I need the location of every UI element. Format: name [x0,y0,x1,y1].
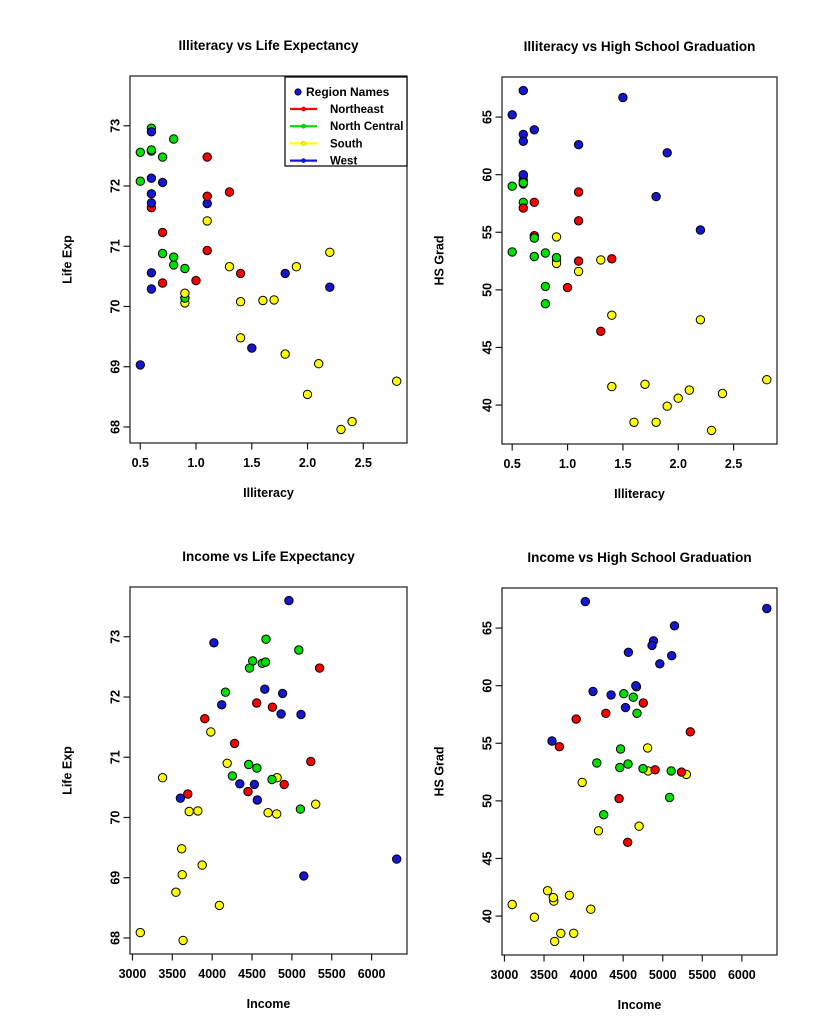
y-tick-label: 72 [108,690,123,704]
data-point [295,646,303,654]
data-point [147,199,155,207]
plot-title: Income vs High School Graduation [527,550,752,565]
y-axis-title: HS Grad [432,746,447,797]
data-point [210,639,218,647]
data-point [541,300,549,308]
data-point [203,217,211,225]
data-point [574,267,582,275]
x-axis [132,443,372,500]
data-point [297,710,305,718]
x-tick-label: 5500 [688,968,717,982]
y-axis [432,110,502,412]
data-point [624,760,632,768]
data-point [264,809,272,817]
data-point [668,652,676,660]
data-point [253,699,261,707]
x-axis-title: Income [246,997,291,1011]
y-tick-label: 40 [480,398,495,413]
data-point [262,635,270,643]
data-point [632,682,640,690]
data-point [677,768,685,776]
data-point [250,780,258,788]
data-point [147,190,155,198]
x-tick-label: 2.0 [669,457,687,471]
data-point [685,386,693,394]
data-point [572,715,580,723]
data-point [268,703,276,711]
y-axis [432,621,502,923]
data-point [170,253,178,261]
data-point [616,763,624,771]
data-point [696,316,704,324]
data-point [508,900,516,908]
data-point [201,715,209,723]
x-tick-label: 3500 [158,967,187,981]
data-point [326,283,334,291]
data-point [181,289,189,297]
data-point [519,171,527,179]
data-point [686,728,694,736]
x-axis [119,954,386,1011]
data-point [635,822,643,830]
x-tick-label: 6000 [357,967,386,981]
legend-title-marker [295,89,301,95]
data-point [170,261,178,269]
data-point [674,394,682,402]
data-point [312,800,320,808]
data-point [179,936,187,944]
data-point [670,622,678,630]
legend-line-marker [301,141,305,145]
data-point [278,689,286,697]
data-point [565,891,573,899]
data-point [519,204,527,212]
data-point [551,937,559,945]
data-point [307,757,315,765]
x-axis [491,955,756,1012]
legend-line-marker [301,107,305,111]
data-points [136,596,401,944]
x-tick-label: 3500 [530,968,558,982]
y-tick-label: 60 [480,678,495,693]
data-point [530,913,538,921]
data-point [292,263,300,271]
data-point [236,780,244,788]
data-point [541,249,549,257]
data-point [178,845,186,853]
y-axis [60,630,130,945]
data-point [519,86,527,94]
data-point [136,177,144,185]
x-tick-label: 3000 [490,968,519,982]
data-point [315,360,323,368]
data-point [652,192,660,200]
x-axis [503,444,742,501]
y-tick-label: 69 [108,359,123,374]
data-point [696,226,704,234]
x-tick-label: 2.5 [354,456,372,470]
data-point [718,389,726,397]
data-point [203,153,211,161]
y-axis-title: Life Exp [60,235,75,284]
legend-item-label: West [330,155,358,168]
data-point [253,796,261,804]
data-point [530,198,538,206]
y-tick-label: 73 [108,629,123,644]
data-point [215,901,223,909]
data-point [158,178,166,186]
data-point [508,182,516,190]
data-point [300,872,308,880]
data-point [619,93,627,101]
data-point [236,334,244,342]
data-point [574,257,582,265]
data-point [244,787,252,795]
data-point [639,764,647,772]
data-point [136,928,144,936]
data-point [281,269,289,277]
data-point [665,793,673,801]
data-point [228,772,236,780]
y-tick-label: 50 [480,793,495,808]
legend [285,77,407,168]
data-point [277,710,285,718]
y-tick-label: 71 [108,750,123,765]
data-point [147,128,155,136]
data-point [268,775,276,783]
data-point [253,764,261,772]
plot-income-vs-life-expectancy [60,549,407,1011]
x-tick-label: 4500 [238,967,266,981]
x-tick-label: 5000 [277,967,306,981]
plot-income-vs-hs-graduation [432,550,777,1012]
data-point [158,774,166,782]
data-point [285,596,293,604]
data-point [223,759,231,767]
data-point [147,269,155,277]
data-point [656,660,664,668]
plot-title: Illiteracy vs High School Graduation [523,39,756,54]
x-tick-label: 5500 [317,967,346,981]
data-point [630,418,638,426]
y-tick-label: 60 [480,167,495,182]
y-tick-label: 70 [108,810,123,825]
x-tick-label: 3000 [118,967,147,981]
data-point [548,737,556,745]
x-tick-label: 5000 [648,968,677,982]
plot-title: Income vs Life Expectancy [182,549,355,564]
x-tick-label: 4000 [569,968,598,982]
y-tick-label: 72 [108,179,123,193]
data-point [633,709,641,717]
data-point [587,905,595,913]
data-point [541,282,549,290]
data-point [594,827,602,835]
data-point [763,604,771,612]
data-point [639,699,647,707]
data-point [616,745,624,753]
data-point [337,425,345,433]
data-point [245,664,253,672]
data-point [552,233,560,241]
data-point [178,871,186,879]
data-point [273,810,281,818]
x-tick-label: 1.0 [558,457,577,471]
data-point [597,327,605,335]
legend-line-marker [301,124,305,128]
x-axis-title: Income [617,998,662,1012]
data-point [570,929,578,937]
data-point [207,728,215,736]
data-point [245,760,253,768]
data-point [519,137,527,145]
data-point [578,778,586,786]
data-point [172,888,180,896]
legend-title: Region Names [306,85,390,99]
y-tick-label: 68 [108,420,123,434]
y-tick-label: 55 [480,736,495,751]
plot-title: Illiteracy vs Life Expectancy [178,38,359,53]
data-point [643,744,651,752]
y-axis-title: HS Grad [432,235,447,286]
y-tick-label: 50 [480,282,495,297]
y-tick-label: 45 [480,851,495,866]
data-point [555,743,563,751]
data-point [315,664,323,672]
x-axis-title: Illiteracy [614,487,665,501]
legend-item-label: Northeast [330,104,384,116]
data-point [158,153,166,161]
data-points [508,597,771,945]
data-point [552,253,560,261]
data-point [574,217,582,225]
data-point [543,887,551,895]
data-point [608,255,616,263]
data-point [663,149,671,157]
data-point [393,855,401,863]
data-point [549,893,557,901]
data-point [597,256,605,264]
data-point [192,276,200,284]
data-point [608,311,616,319]
legend-item-label: South [330,138,363,151]
data-point [236,298,244,306]
y-axis [60,119,130,434]
x-tick-label: 6000 [727,968,756,982]
y-tick-label: 69 [108,870,123,885]
data-point [641,380,649,388]
data-point [648,641,656,649]
x-axis-title: Illiteracy [243,486,294,500]
data-point [230,739,238,747]
data-point [652,418,660,426]
data-point [281,350,289,358]
data-point [136,361,144,369]
data-point [185,807,193,815]
legend-item-label: North Central [330,121,404,134]
data-point [236,269,244,277]
data-point [624,648,632,656]
data-point [136,148,144,156]
y-tick-label: 71 [108,239,123,254]
x-tick-label: 1.5 [614,457,632,471]
data-point [296,805,304,813]
data-point [629,693,637,701]
data-point [530,252,538,260]
x-tick-label: 4000 [198,967,227,981]
data-point [221,688,229,696]
data-point [147,174,155,182]
legend-line-marker [301,158,305,162]
data-point [608,382,616,390]
data-point [158,279,166,287]
data-point [602,709,610,717]
data-point [574,141,582,149]
data-point [225,188,233,196]
data-point [508,111,516,119]
data-point [607,691,615,699]
data-point [663,402,671,410]
data-point [615,794,623,802]
data-point [620,690,628,698]
data-point [589,687,597,695]
data-point [581,597,589,605]
x-tick-label: 1.5 [243,456,261,470]
y-axis-title: Life Exp [60,746,75,795]
data-point [261,658,269,666]
x-tick-label: 2.5 [724,457,743,471]
y-tick-label: 70 [108,299,123,314]
data-point [530,234,538,242]
x-tick-label: 2.0 [298,456,317,470]
data-point [198,861,206,869]
plot-illiteracy-vs-hs-graduation [432,39,777,501]
x-tick-label: 0.5 [503,457,521,471]
data-point [393,377,401,385]
y-tick-label: 65 [480,621,495,636]
data-point [519,179,527,187]
data-point [563,283,571,291]
y-tick-label: 73 [108,118,123,133]
y-tick-label: 45 [480,340,495,355]
plot-frame [502,77,777,444]
data-point [147,285,155,293]
data-point [170,135,178,143]
data-point [158,249,166,257]
data-point [147,146,155,154]
data-point [667,767,675,775]
data-point [508,248,516,256]
data-point [651,766,659,774]
data-point [593,759,601,767]
data-point [280,780,288,788]
data-point [176,794,184,802]
data-point [557,929,565,937]
data-point [600,811,608,819]
data-point [261,685,269,693]
data-point [530,126,538,134]
y-tick-label: 65 [480,110,495,125]
data-point [763,376,771,384]
data-point [248,344,256,352]
data-point [181,264,189,272]
data-point [225,263,233,271]
data-point [348,417,356,425]
data-point [203,246,211,254]
data-point [158,228,166,236]
data-points [508,86,771,434]
data-point [259,296,267,304]
plot-illiteracy-vs-life-expectancy [60,38,407,500]
data-point [624,838,632,846]
x-tick-label: 1.0 [187,456,205,470]
data-point [707,426,715,434]
data-point [621,703,629,711]
data-point [218,701,226,709]
data-point [326,248,334,256]
x-tick-label: 0.5 [131,456,149,470]
x-tick-label: 4500 [609,968,638,982]
data-point [194,807,202,815]
data-point [303,390,311,398]
data-point [203,192,211,200]
y-tick-label: 68 [108,931,123,945]
data-point [270,296,278,304]
data-point [574,188,582,196]
y-tick-label: 40 [480,909,495,924]
y-tick-label: 55 [480,225,495,240]
